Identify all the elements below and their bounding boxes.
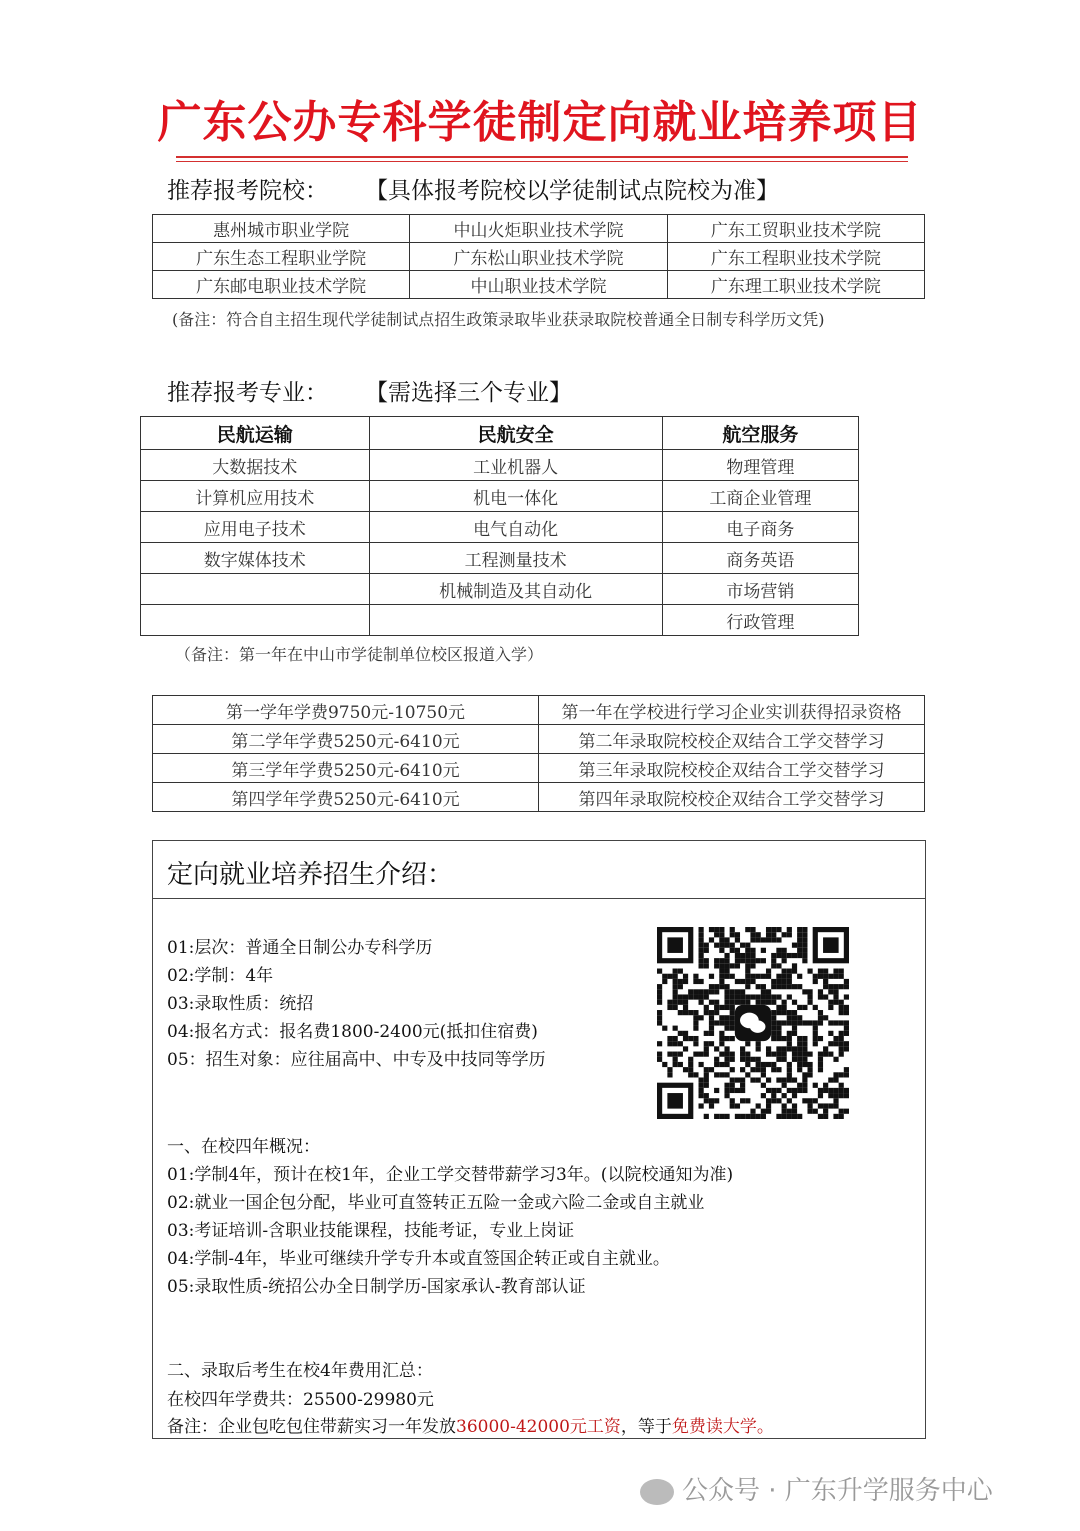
fees-table [152,695,925,812]
majors-table [140,416,859,636]
table-header: 民航运输 [141,417,370,450]
table-cell: 电气自动化 [369,512,662,543]
table-cell: 广东邮电职业技术学院 [153,271,410,299]
table-row [153,271,925,299]
table-cell: 行政管理 [662,605,858,636]
table-cell: 第三年录取院校校企双结合工学交替学习 [539,754,925,783]
remark [167,1412,774,1437]
intro-box [152,840,926,1439]
schools-table [152,214,925,299]
intro-header [153,841,925,899]
table-cell: 大数据技术 [141,450,370,481]
table-row [153,215,925,243]
schools-note: (备注：符合自主招生现代学徒制试点招生政策录取毕业获录取院校普通全日制专科学历文凭) [172,310,825,329]
table-cell: 第一年在学校进行学习企业实训获得招录资格 [539,696,925,725]
table-cell: 广东工贸职业技术学院 [667,215,924,243]
intro-item: 01:层次：普通全日制公办专科学历 [167,938,433,958]
table-row [141,574,859,605]
table-cell [141,605,370,636]
table-cell: 电子商务 [662,512,858,543]
table-row [153,725,925,754]
table-cell: 计算机应用技术 [141,481,370,512]
watermark-text: 公众号 · 广东升学服务中心 [682,1476,993,1506]
intro-item: 05：招生对象：应往届高中、中专及中技同等学历 [167,1050,546,1070]
table-row [141,481,859,512]
overview-item: 01:学制4年，预计在校1年，企业工学交替带薪学习3年。(以院校通知为准) [167,1165,734,1185]
table-row [141,543,859,574]
table-cell: 第三学年学费5250元-6410元 [153,754,539,783]
majors-label: 推荐报考专业： [167,380,328,406]
intro-title: 定向就业培养招生介绍： [167,860,454,890]
schools-bracket: 【具体报考院校以学徒制试点院校为准】 [365,178,779,204]
table-row [153,754,925,783]
table-cell: 工程测量技术 [369,543,662,574]
free-highlight: 免费读大学。 [671,1417,774,1437]
table-header: 航空服务 [662,417,858,450]
page-title: 广东公办专科学徒制定向就业培养项目 [157,97,923,148]
table-row [141,417,859,450]
divider [176,156,908,158]
section-one-title: 一、在校四年概况： [167,1137,320,1157]
table-cell: 第二年录取院校校企双结合工学交替学习 [539,725,925,754]
table-cell: 第四学年学费5250元-6410元 [153,783,539,812]
table-cell: 数字媒体技术 [141,543,370,574]
intro-item: 03:录取性质：统招 [167,994,314,1014]
table-cell: 第一学年学费9750元-10750元 [153,696,539,725]
table-cell [141,574,370,605]
table-cell: 广东松山职业技术学院 [410,243,667,271]
majors-note: （备注：第一年在中山市学徒制单位校区报道入学） [175,645,544,664]
table-cell: 第二学年学费5250元-6410元 [153,725,539,754]
table-row [153,243,925,271]
table-cell: 广东工程职业技术学院 [667,243,924,271]
qr-code [657,927,849,1119]
table-row [153,783,925,812]
overview-item: 04:学制-4年，毕业可继续升学专升本或直签国企转正或自主就业。 [167,1249,670,1269]
table-row [153,696,925,725]
remark-text: ，等于 [620,1417,672,1437]
intro-item: 02:学制：4年 [167,966,274,986]
divider [176,161,908,162]
overview-item: 05:录取性质-统招公办全日制学历-国家承认-教育部认证 [167,1277,586,1297]
salary-highlight: 36000-42000元工资 [456,1417,621,1437]
overview-item: 02:就业一国企包分配，毕业可直签转正五险一金或六险二金或自主就业 [167,1193,705,1213]
table-cell: 机电一体化 [369,481,662,512]
table-cell: 市场营销 [662,574,858,605]
table-cell: 工业机器人 [369,450,662,481]
table-row [141,450,859,481]
majors-heading [167,374,572,407]
table-cell: 应用电子技术 [141,512,370,543]
majors-bracket: 【需选择三个专业】 [365,380,572,406]
table-cell: 第四年录取院校校企双结合工学交替学习 [539,783,925,812]
table-row [141,512,859,543]
table-cell: 广东理工职业技术学院 [667,271,924,299]
table-cell: 商务英语 [662,543,858,574]
table-cell: 工商企业管理 [662,481,858,512]
schools-heading [167,172,779,205]
intro-item: 04:报名方式：报名费1800-2400元(抵扣住宿费) [167,1022,538,1042]
table-cell: 机械制造及其自动化 [369,574,662,605]
remark-text: 备注：企业包吃包住带薪实习一年发放 [167,1417,456,1437]
table-cell: 中山职业技术学院 [410,271,667,299]
table-cell: 惠州城市职业学院 [153,215,410,243]
table-cell: 广东生态工程职业学院 [153,243,410,271]
section-two-title: 二、录取后考生在校4年费用汇总： [167,1361,433,1381]
table-cell: 中山火炬职业技术学院 [410,215,667,243]
total-fee: 在校四年学费共：25500-29980元 [167,1390,434,1410]
schools-label: 推荐报考院校： [167,178,328,204]
table-header: 民航安全 [369,417,662,450]
watermark [640,1470,993,1507]
overview-item: 03:考证培训-含职业技能课程，技能考证，专业上岗证 [167,1221,575,1241]
table-cell: 物理管理 [662,450,858,481]
table-row [141,605,859,636]
wechat-icon [640,1479,674,1505]
table-cell [369,605,662,636]
